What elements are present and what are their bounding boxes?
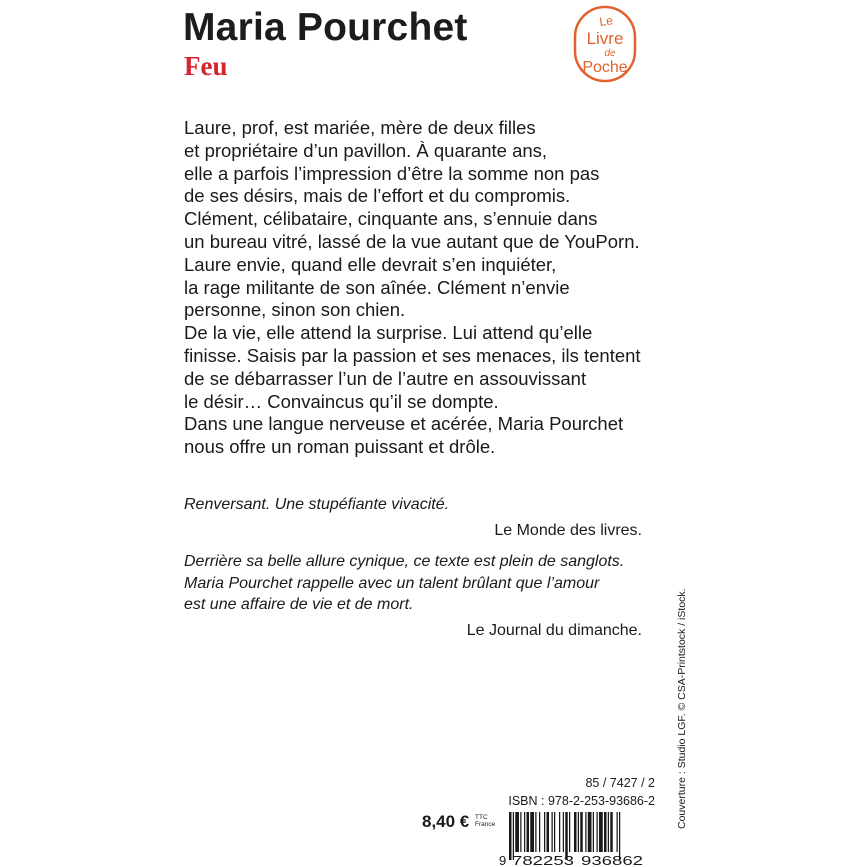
quote-text: Renversant. Une stupéfiante vivacité. (184, 496, 450, 513)
price-note-ttc: TTC (475, 814, 488, 821)
barcode-bar (599, 812, 603, 852)
author-name: Maria Pourchet (183, 6, 468, 49)
barcode-bar (610, 812, 613, 852)
barcode-bar (580, 812, 583, 852)
barcode-bar (535, 812, 536, 852)
blurb-text (184, 117, 654, 459)
blurb-line: Laure, prof, est mariée, mère de deux filles (184, 117, 536, 138)
book-title: Feu (184, 51, 228, 81)
barcode-bar (574, 812, 577, 852)
blurb-line: Laure envie, quand elle devrait s’en inquiéter, (184, 253, 557, 275)
blurb-line: Dans une langue nerveuse et acérée, Maria Pourchet (184, 413, 624, 435)
press-quote (184, 494, 642, 541)
barcode-bar (597, 812, 598, 852)
blurb-line: la rage militante de son aînée. Clément n’envie (184, 276, 570, 298)
cover-credit: Couverture : Studio LGF. © CSA-Printstock / iStock. (676, 588, 688, 829)
quote-source: Le Journal du dimanche. (466, 621, 642, 639)
press-quote (184, 551, 642, 641)
blurb-line: personne, sinon son chien. (184, 299, 406, 321)
barcode-bar (544, 812, 545, 852)
price: 8,40 € (422, 812, 470, 831)
price-note (475, 814, 495, 828)
barcode-digit-lead: 9 (499, 853, 507, 867)
barcode-bar (585, 812, 586, 852)
logo-text-de: de (604, 48, 616, 59)
barcode-bar (569, 812, 570, 852)
barcode-bar (604, 812, 607, 852)
barcode-bar (547, 812, 550, 852)
barcode-bar (559, 812, 560, 852)
blurb-line: nous offre un roman puissant et drôle. (184, 436, 496, 458)
barcode-bar (524, 812, 525, 852)
blurb-line: elle a parfois l’impression d’être la somme non pas (184, 162, 600, 184)
barcode-bar (578, 812, 579, 852)
publisher-logo (572, 4, 638, 84)
blurb-line: le désir… Convaincus qu’il se dompte. (184, 390, 499, 412)
price-note-france: France (475, 821, 496, 828)
quote-source: Le Monde des livres. (494, 521, 642, 539)
quote-text: Maria Pourchet rappelle avec un talent brûlant que l’amour (184, 574, 600, 592)
barcode (497, 812, 657, 867)
blurb-line: de ses désirs, mais de l’effort et du compromis. (184, 185, 571, 207)
blurb-line: De la vie, elle attend la surprise. Lui attend qu’elle (184, 322, 593, 344)
barcode-bar (520, 812, 521, 852)
logo-text-poche: Poche (582, 59, 628, 76)
barcode-digits-left: 782253 (512, 853, 574, 867)
barcode-bar (617, 812, 618, 852)
barcode-bar (588, 812, 592, 852)
barcode-bar (554, 812, 555, 852)
barcode-bar (527, 812, 530, 852)
barcode-bar (552, 812, 553, 852)
barcode-bar (593, 812, 594, 852)
logo-text-le: Le (598, 13, 614, 29)
blurb-line: finisse. Saisis par la passion et ses menaces, ils tentent (184, 344, 641, 366)
barcode-bar (515, 812, 519, 852)
blurb-line: et propriétaire d’un pavillon. À quarante ans, (184, 139, 548, 161)
barcode-digits-right: 936862 (581, 853, 643, 867)
barcode-bar (539, 812, 540, 852)
quote-text: est une affaire de vie et de mort. (184, 596, 414, 613)
blurb-line: Clément, célibataire, cinquante ans, s’ennuie dans (184, 208, 598, 230)
isbn-number: ISBN : 978-2-253-93686-2 (508, 794, 655, 808)
quote-text: Derrière sa belle allure cynique, ce texte est plein de sanglots. (184, 553, 625, 570)
blurb-line: de se débarrasser l’un de l’autre en assouvissant (184, 367, 587, 389)
barcode-bar (608, 812, 609, 852)
barcode-bar (530, 812, 534, 852)
reference-code: 85 / 7427 / 2 (585, 776, 655, 790)
barcode-bar (563, 812, 564, 852)
blurb-line: un bureau vitré, lassé de la vue autant que de YouPorn. (184, 230, 640, 252)
logo-text-livre: Livre (586, 29, 624, 48)
